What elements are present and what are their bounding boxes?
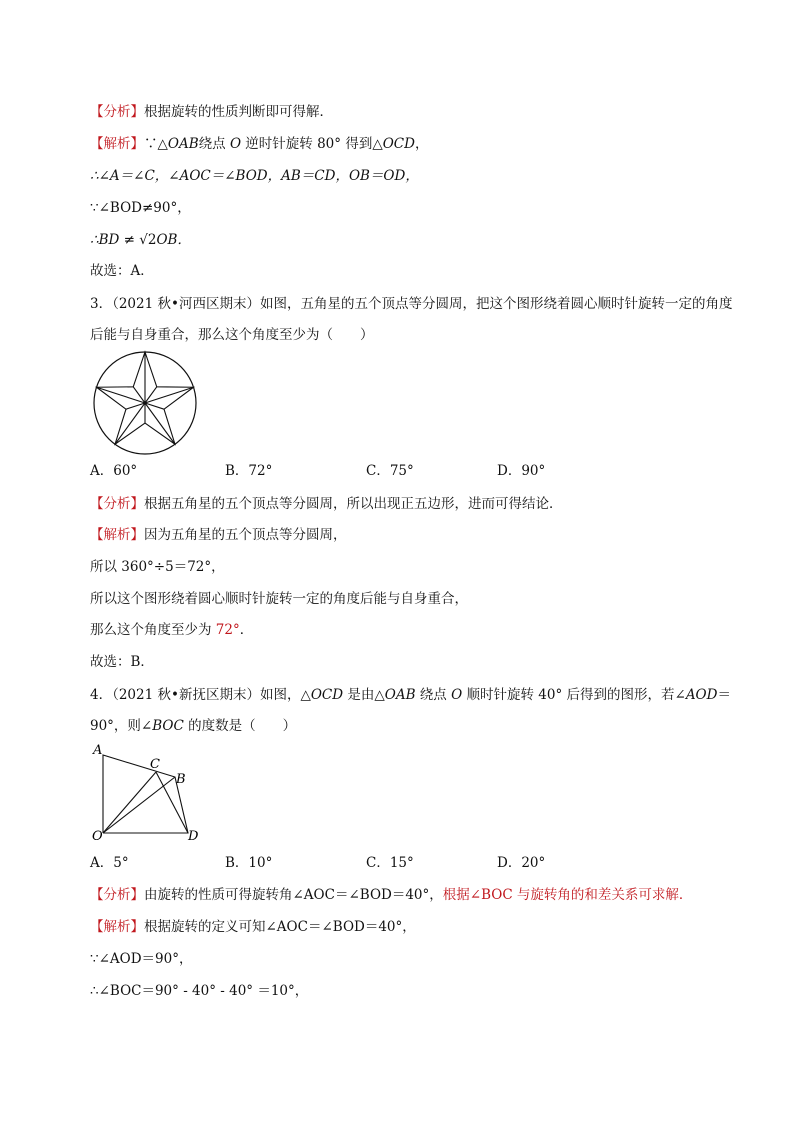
text-span: O (229, 136, 242, 152)
analysis-label: 【分析】 (90, 496, 144, 512)
label-a: A (93, 743, 103, 758)
star-ridge (145, 387, 194, 403)
label-d: D (188, 829, 199, 844)
q3-option-b: B．72° (225, 463, 273, 479)
q2-solution-line-3: ∵∠BOD≠90°， (90, 200, 191, 216)
text-span: OCD (310, 687, 344, 703)
q3-solution-line-1 (90, 525, 347, 545)
text-span: 由旋转的性质可得旋转角∠AOC＝∠BOD＝40°， (144, 887, 443, 903)
text-span: 90°，则∠ (90, 718, 153, 734)
star-ridge (145, 403, 175, 444)
text-span: 绕点 (415, 687, 452, 703)
text-span: ∵△ (144, 136, 168, 152)
text-span: OCD (382, 136, 415, 152)
text-span: O (451, 687, 463, 703)
segment-ob (103, 777, 175, 833)
q4-stem-line-2 (90, 716, 296, 736)
q3-solution-line-2: 所以 360°÷5＝72°， (90, 559, 225, 575)
solution-label: 【解析】 (90, 919, 144, 935)
q4-solution-line-2: ∵∠AOD＝90°， (90, 951, 193, 967)
q3-solution-line-4 (90, 620, 253, 640)
text-span: 72° (215, 622, 240, 638)
q2-analysis (90, 102, 333, 122)
text-span: 绕点 (198, 136, 230, 152)
q4-option-c: C．15° (366, 855, 414, 871)
text-span: 那么这个角度至少为 (90, 622, 216, 638)
text-span: 根据∠BOC 与旋转角的和差关系可求解． (442, 887, 693, 903)
text-span: ． (239, 622, 254, 638)
text-span: 是由△ (343, 687, 385, 703)
five-point-star-figure (92, 350, 198, 456)
q2-answer: 故选：A． (90, 263, 154, 279)
segment-oc (103, 772, 156, 833)
q3-option-c: C．75° (366, 463, 414, 479)
text-span: 的度数是（ ） (183, 718, 297, 734)
text-span: 逆时针旋转 80° 得到△ (241, 136, 383, 152)
text-span: 4．（2021 秋•新抚区期末）如图，△ (90, 687, 311, 703)
q4-solution-line-1 (90, 917, 416, 937)
q4-solution-line-3: ∴∠BOC＝90° - 40° - 40° ＝10°， (90, 983, 309, 999)
text-span: 根据五角星的五个顶点等分圆周，所以出现正五边形，进而可得结论． (144, 496, 563, 512)
analysis-label: 【分析】 (90, 104, 144, 120)
sqrt-two: √2 (139, 232, 157, 248)
text-span: 根据旋转的定义可知∠AOC＝∠BOD＝40°， (144, 919, 416, 935)
q3-stem-line-2: 后能与自身重合，那么这个角度至少为（ ） (90, 327, 374, 343)
label-b: B (176, 772, 186, 787)
q3-solution-line-3: 所以这个图形绕着圆心顺时针旋转一定的角度后能与自身重合， (90, 591, 468, 607)
solution-label: 【解析】 (90, 136, 144, 152)
q2-solution-line-2: ∴∠A＝∠C，∠AOC＝∠BOD，AB＝CD，OB＝OD， (90, 168, 419, 184)
text-span: AOD (685, 687, 718, 703)
q3-analysis (90, 494, 563, 514)
triangle-oad-outline (103, 755, 188, 833)
text-span: OAB (384, 687, 416, 703)
star-ridge (96, 387, 145, 403)
q2-solution-line-4 (90, 230, 191, 250)
q4-analysis (90, 885, 692, 905)
text-span: ， (414, 136, 429, 152)
text-span: 因为五角星的五个顶点等分圆周， (144, 527, 347, 543)
q4-option-a: A．5° (90, 855, 129, 871)
text-span: ∴BD ≠ (90, 232, 140, 248)
q4-option-d: D．20° (497, 855, 546, 871)
text-span: OAB (167, 136, 199, 152)
rotation-triangle-figure (90, 742, 210, 844)
label-o: O (92, 829, 103, 844)
q3-option-a: A．60° (90, 463, 138, 479)
q3-option-d: D．90° (497, 463, 546, 479)
star-shape (96, 352, 193, 444)
label-c: C (150, 757, 160, 772)
q4-stem-line-1 (90, 685, 731, 705)
text-span: ＝ (717, 687, 731, 703)
solution-label: 【解析】 (90, 527, 144, 543)
q2-solution-line-1 (90, 134, 428, 154)
star-ridge (115, 403, 145, 444)
text-span: BOC (152, 718, 184, 734)
text-span: OB． (156, 232, 191, 248)
analysis-label: 【分析】 (90, 887, 144, 903)
text-span: 顺时针旋转 40° 后得到的图形，若∠ (462, 687, 686, 703)
q3-answer: 故选：B． (90, 654, 154, 670)
q4-option-b: B．10° (225, 855, 273, 871)
q3-stem-line-1: 3．（2021 秋•河西区期末）如图，五角星的五个顶点等分圆周，把这个图形绕着圆心顺时针旋转一定的角度 (90, 296, 733, 312)
q2-analysis-text: 根据旋转的性质判断即可得解． (144, 104, 333, 120)
